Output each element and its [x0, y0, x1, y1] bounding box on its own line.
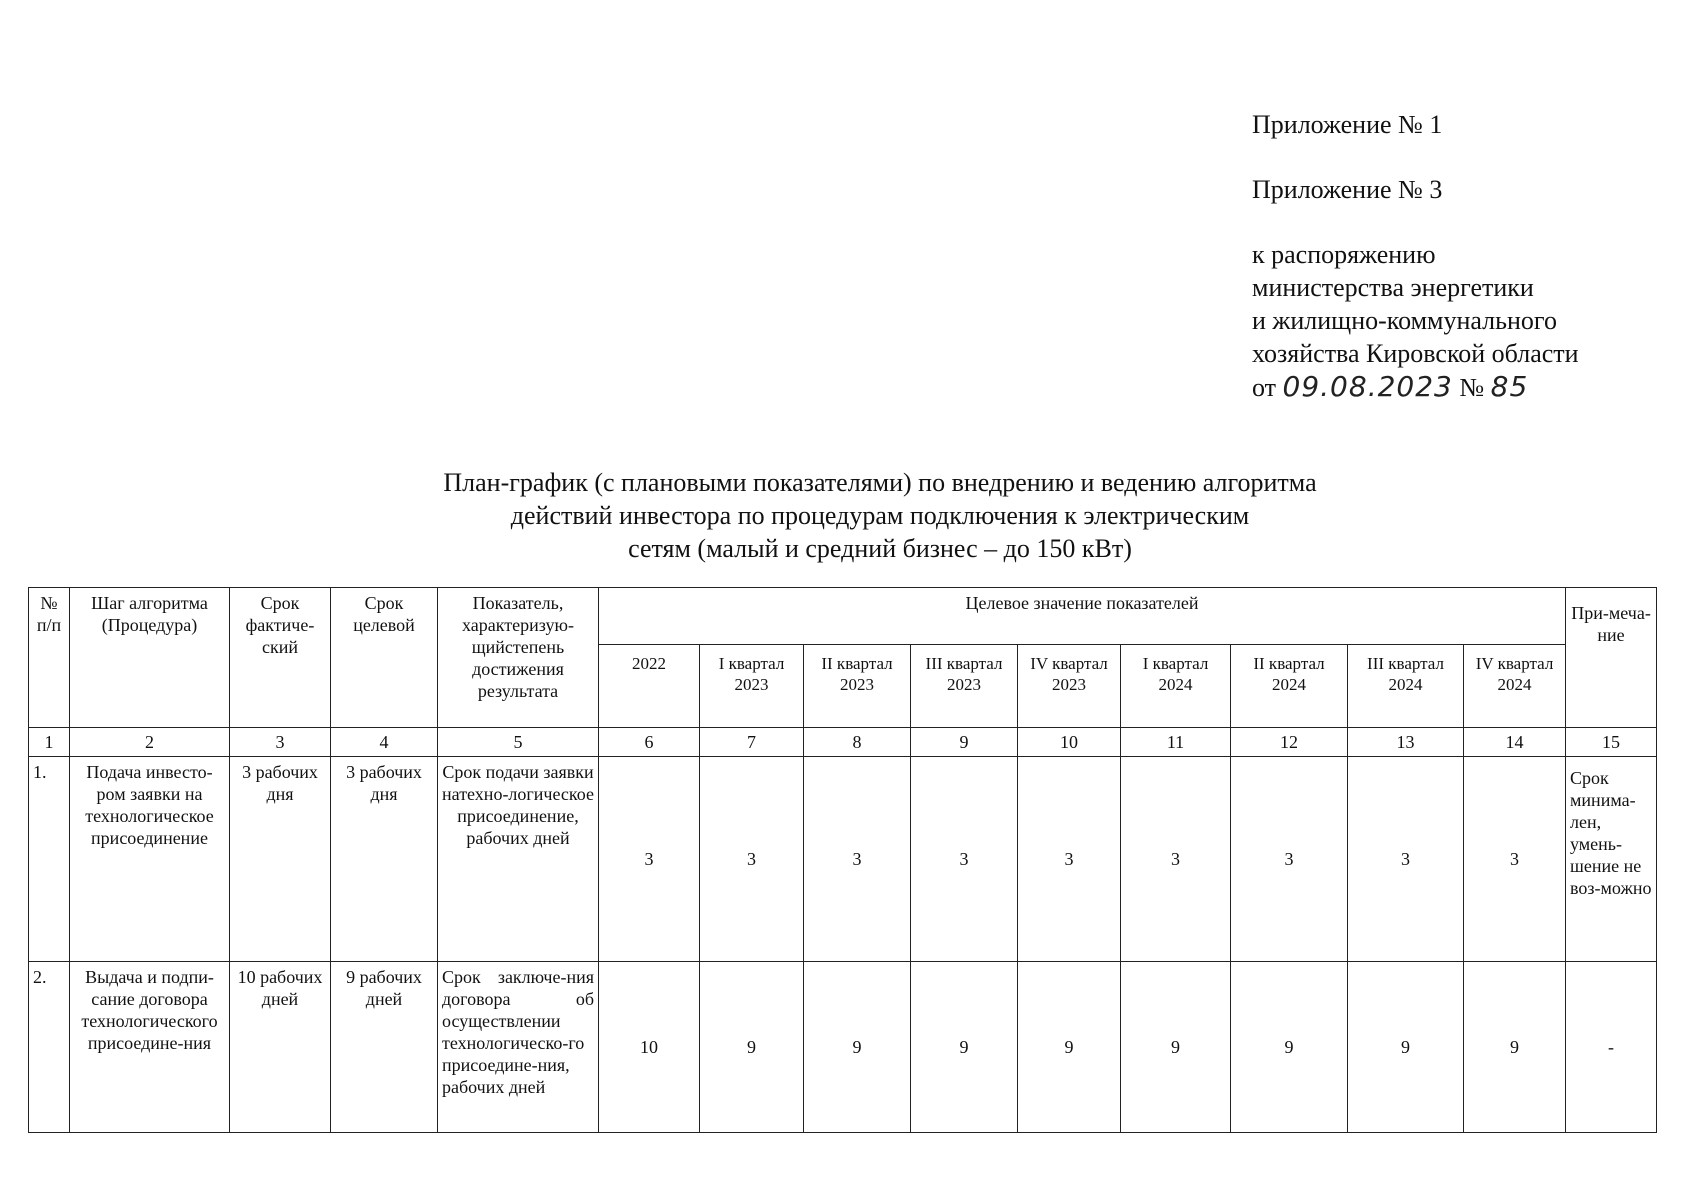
table-row	[29, 757, 1657, 962]
row-indicator: Срок подачи заявки натехно-логическое присоединение, рабочих дней	[438, 757, 599, 962]
row-value: 9	[700, 962, 804, 1133]
row-num: 1.	[29, 757, 70, 962]
row-value: 3	[1464, 757, 1566, 962]
period-2022: 2022	[599, 645, 700, 728]
appendix-line-1: Приложение № 1	[1252, 110, 1443, 139]
number-label: №	[1459, 373, 1485, 402]
appendix-date-line	[1252, 370, 1672, 404]
period-q3-2023: III квартал 2023	[911, 645, 1018, 728]
header-target-term: Срок целевой	[331, 588, 438, 728]
appendix-line-5: и жилищно-коммунального	[1252, 306, 1557, 335]
row-note: Срок минима-лен, умень-шение не воз-можно	[1566, 757, 1657, 962]
row-target-term: 9 рабочих дней	[331, 962, 438, 1133]
period-q2-2023: II квартал 2023	[804, 645, 911, 728]
row-value: 3	[804, 757, 911, 962]
column-number: 5	[438, 728, 599, 757]
column-number: 10	[1018, 728, 1121, 757]
period-q2-2024: II квартал 2024	[1231, 645, 1348, 728]
row-actual-term: 3 рабочих дня	[230, 757, 331, 962]
row-note: -	[1566, 962, 1657, 1133]
column-number: 9	[911, 728, 1018, 757]
row-value: 9	[911, 962, 1018, 1133]
row-num: 2.	[29, 962, 70, 1133]
header-num: № п/п	[29, 588, 70, 728]
row-value: 3	[1231, 757, 1348, 962]
appendix-line-2: Приложение № 3	[1252, 175, 1443, 204]
header-indicator: Показатель, характеризую-щийстепень достижения результата	[438, 588, 599, 728]
column-number-row	[29, 728, 1657, 757]
row-value: 9	[1348, 962, 1464, 1133]
column-number: 7	[700, 728, 804, 757]
row-value: 9	[1121, 962, 1231, 1133]
appendix-line-4: министерства энергетики	[1252, 273, 1534, 302]
column-number: 12	[1231, 728, 1348, 757]
handwritten-date: 09.08.2023	[1282, 370, 1453, 403]
period-q3-2024: III квартал 2024	[1348, 645, 1464, 728]
header-note: При-меча-ние	[1566, 588, 1657, 728]
header-actual-term: Срок фактиче-ский	[230, 588, 331, 728]
row-value: 3	[911, 757, 1018, 962]
appendix-line-3: к распоряжению	[1252, 240, 1436, 269]
title-line-3: сетям (малый и средний бизнес – до 150 кВт)	[628, 534, 1132, 563]
appendix-block	[1252, 108, 1672, 404]
document-title	[300, 466, 1460, 565]
title-line-1: План-график (с плановыми показателями) по внедрению и ведению алгоритма	[443, 468, 1317, 497]
from-label: от	[1252, 373, 1277, 402]
table-row	[29, 962, 1657, 1133]
handwritten-number: 85	[1490, 370, 1529, 403]
header-step: Шаг алгоритма (Процедура)	[70, 588, 230, 728]
row-value: 10	[599, 962, 700, 1133]
row-indicator: Срок заключе-ния договора об осуществлении технологическо-го присоедине-ния, рабочих дней	[438, 962, 599, 1133]
period-q1-2023: I квартал 2023	[700, 645, 804, 728]
row-actual-term: 10 рабочих дней	[230, 962, 331, 1133]
column-number: 6	[599, 728, 700, 757]
column-number: 1	[29, 728, 70, 757]
header-target-values: Целевое значение показателей	[599, 588, 1566, 645]
row-value: 3	[599, 757, 700, 962]
row-value: 3	[1018, 757, 1121, 962]
column-number: 13	[1348, 728, 1464, 757]
header-row	[29, 588, 1657, 645]
row-value: 9	[804, 962, 911, 1133]
column-number: 4	[331, 728, 438, 757]
plan-table	[28, 587, 1657, 1133]
row-value: 3	[700, 757, 804, 962]
period-q4-2023: IV квартал 2023	[1018, 645, 1121, 728]
row-value: 3	[1121, 757, 1231, 962]
period-q1-2024: I квартал 2024	[1121, 645, 1231, 728]
row-target-term: 3 рабочих дня	[331, 757, 438, 962]
column-number: 8	[804, 728, 911, 757]
column-number: 3	[230, 728, 331, 757]
period-q4-2024: IV квартал 2024	[1464, 645, 1566, 728]
row-value: 9	[1018, 962, 1121, 1133]
column-number: 14	[1464, 728, 1566, 757]
column-number: 11	[1121, 728, 1231, 757]
row-value: 9	[1464, 962, 1566, 1133]
row-value: 3	[1348, 757, 1464, 962]
title-line-2: действий инвестора по процедурам подключения к электрическим	[510, 501, 1250, 530]
row-value: 9	[1231, 962, 1348, 1133]
row-step: Выдача и подпи-сание договора технологического присоедине-ния	[70, 962, 230, 1133]
appendix-line-6: хозяйства Кировской области	[1252, 339, 1579, 368]
column-number: 15	[1566, 728, 1657, 757]
row-step: Подача инвесто-ром заявки на технологическое присоединение	[70, 757, 230, 962]
column-number: 2	[70, 728, 230, 757]
